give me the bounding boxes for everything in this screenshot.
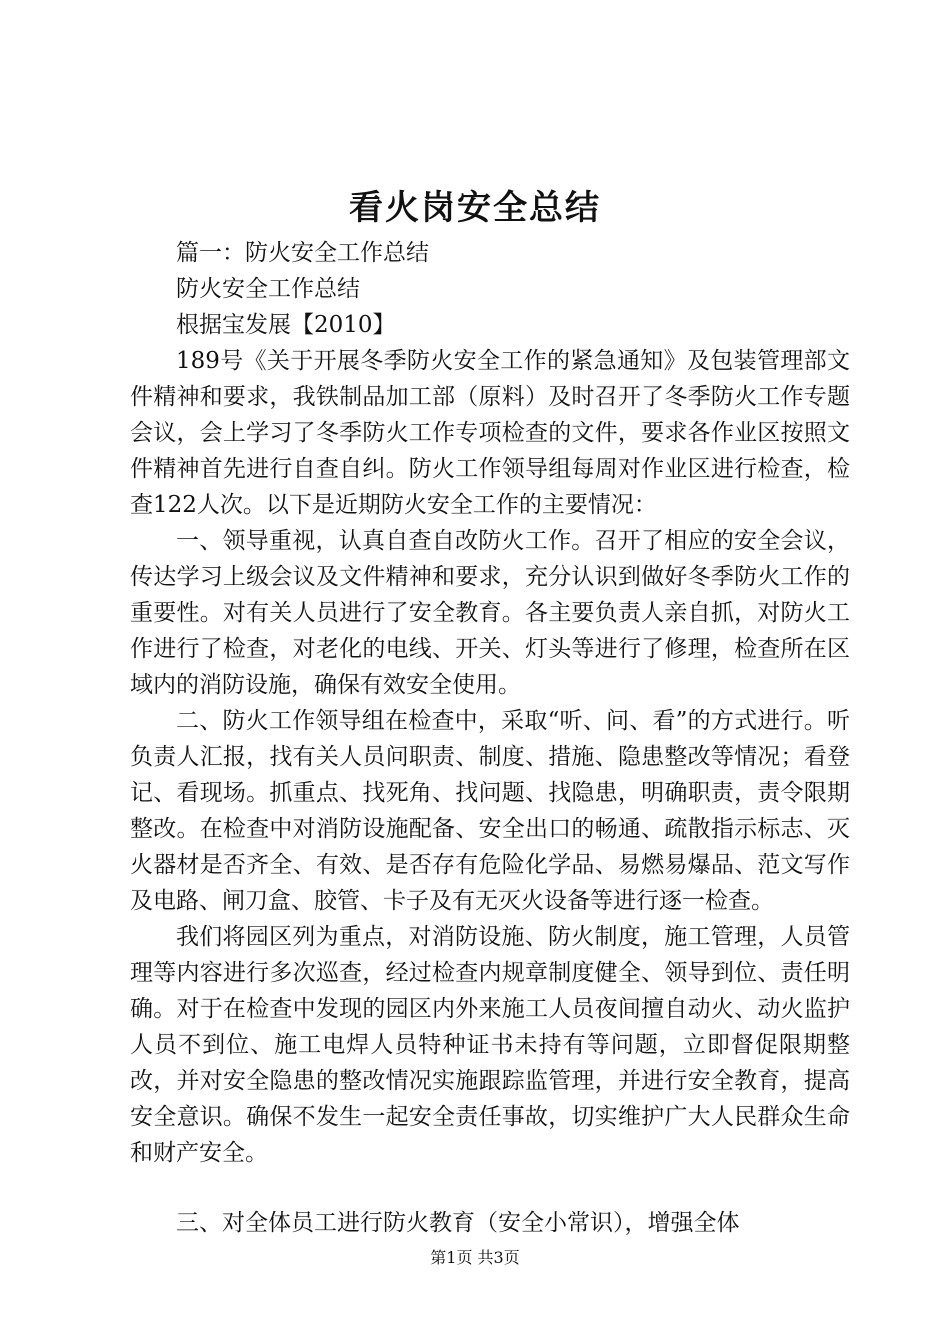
page-number: 第1页 共3页 [430, 1248, 520, 1267]
paragraph-point-one: 一、领导重视，认真自查自改防火工作。召开了相应的安全会议，传达学习上级会议及文件精神和要求，充分认识到做好冬季防火工作的重要性。对有关人员进行了安全教育。各主要负责人亲自抓，对防火工作进行了检查，对老化的电线、开关、灯头等进行了修理，检查所在区域内的消防设施，确保有效安全使用。 [130, 528, 850, 698]
paragraph-section-heading: 篇一：防火安全工作总结 [176, 240, 429, 266]
paragraph-intro: 189号《关于开展冬季防火安全工作的紧急通知》及包装管理部文件精神和要求，我铁制品加工部（原料）及时召开了冬季防火工作专题会议，会上学习了冬季防火工作专项检查的文件，要求各作业区按照文件精神首先进行自查自纠。防火工作领导组每周对作业区进行检查，检查122人次。以下是近期防火安全工作的主要情况： [130, 348, 850, 518]
document-title: 看火岗安全总结 [349, 188, 601, 228]
paragraph-point-three: 三、对全体员工进行防火教育（安全小常识），增强全体 [176, 1210, 740, 1236]
paragraph-park-inspection: 我们将园区列为重点，对消防设施、防火制度，施工管理，人员管理等内容进行多次巡查，经过检查内规章制度健全、领导到位、责任明确。对于在检查中发现的园区内外来施工人员夜间擅自动火、动火监护人员不到位、施工电焊人员特种证书未持有等问题，立即督促限期整改，并对安全隐患的整改情况实施跟踪监管理，并进行安全教育，提高安全意识。确保不发生一起安全责任事故，切实维护广大人民群众生命和财产安全。 [130, 924, 850, 1166]
paragraph-point-two: 二、防火工作领导组在检查中，采取“听、问、看”的方式进行。听负责人汇报，找有关人员问职责、制度、措施、隐患整改等情况；看登记、看现场。抓重点、找死角、找问题、找隐患，明确职责，责令限期整改。在检查中对消防设施配备、安全出口的畅通、疏散指示标志、灭火器材是否齐全、有效、是否存有危险化学品、易燃易爆品、范文写作及电路、闸刀盒、胶管、卡子及有无灭火设备等进行逐一检查。 [130, 708, 850, 914]
paragraph-reference: 根据宝发展【2010】 [176, 312, 396, 338]
paragraph-subtitle: 防火安全工作总结 [176, 276, 360, 302]
document-body [130, 235, 850, 1241]
